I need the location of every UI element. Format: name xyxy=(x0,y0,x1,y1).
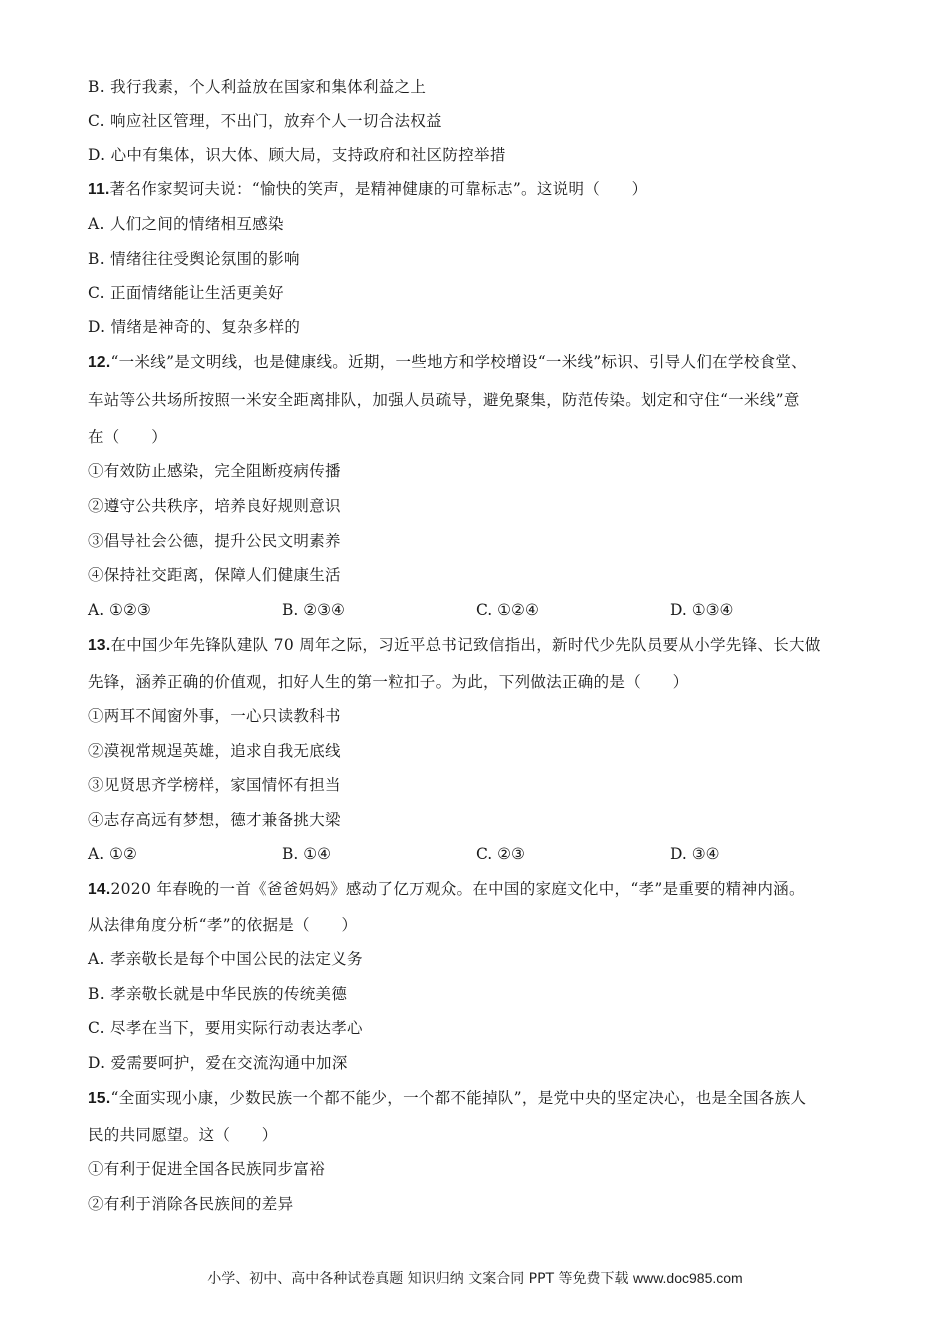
q13-statement-2: ②漠视常规逞英雄，追求自我无底线 xyxy=(88,742,341,760)
q12-option-a: A. ①②③ xyxy=(88,601,151,619)
q11-option-d: D. 情绪是神奇的、复杂多样的 xyxy=(88,318,301,336)
q10-option-d: D. 心中有集体，识大体、顾大局，支持政府和社区防控举措 xyxy=(88,146,506,164)
q12-option-d: D. ①③④ xyxy=(670,601,734,619)
q13-stem-line2: 先锋，涵养正确的价值观，扣好人生的第一粒扣子。为此，下列做法正确的是（ ） xyxy=(88,673,689,691)
q13-option-a: A. ①② xyxy=(88,845,137,863)
q13-statement-3: ③见贤思齐学榜样，家国情怀有担当 xyxy=(88,776,341,794)
q12-option-b: B. ②③④ xyxy=(282,601,345,619)
q14-stem-line2: 从法律角度分析“孝”的依据是（ ） xyxy=(88,916,358,934)
q11-option-a: A. 人们之间的情绪相互感染 xyxy=(88,215,284,233)
q13-statement-4: ④志存高远有梦想，德才兼备挑大梁 xyxy=(88,811,341,829)
q13-option-d: D. ③④ xyxy=(670,845,720,863)
q11-number: 11. xyxy=(88,181,110,198)
page-footer xyxy=(0,1268,950,1289)
q15-statement-2: ②有利于消除各民族间的差异 xyxy=(88,1195,294,1213)
q15-stem-line2: 民的共同愿望。这（ ） xyxy=(88,1126,278,1144)
q14-option-c: C. 尽孝在当下，要用实际行动表达孝心 xyxy=(88,1019,363,1037)
q11-option-c: C. 正面情绪能让生活更美好 xyxy=(88,284,284,302)
q14-stem-line1 xyxy=(88,878,805,901)
q14-option-b: B. 孝亲敬长就是中华民族的传统美德 xyxy=(88,985,348,1003)
q14-option-a: A. 孝亲敬长是每个中国公民的法定义务 xyxy=(88,950,363,968)
q12-stem-text1: “一米线”是文明线，也是健康线。近期，一些地方和学校增设“一米线”标识、引导人们在学校食堂、 xyxy=(110,353,807,371)
q12-number: 12. xyxy=(88,354,111,371)
q12-stem-line3: 在（ ） xyxy=(88,428,168,446)
q13-statement-1: ①两耳不闻窗外事，一心只读教科书 xyxy=(88,707,341,725)
footer-text: 小学、初中、高中各种试卷真题 知识归纳 文案合同 PPT 等免费下载 xyxy=(207,1271,633,1287)
q12-statement-4: ④保持社交距离，保障人们健康生活 xyxy=(88,566,341,584)
q12-stem-line1 xyxy=(88,351,807,374)
q13-stem-text1: 在中国少年先锋队建队 70 周年之际，习近平总书记致信指出，新时代少先队员要从小学先锋、长大做 xyxy=(110,636,821,654)
q10-option-c: C. 响应社区管理，不出门，放弃个人一切合法权益 xyxy=(88,112,442,130)
q12-statement-3: ③倡导社会公德，提升公民文明素养 xyxy=(88,532,341,550)
q13-number: 13. xyxy=(88,637,111,654)
q11-stem-text: 著名作家契诃夫说：“愉快的笑声，是精神健康的可靠标志”。这说明（ ） xyxy=(109,180,648,198)
q12-statement-1: ①有效防止感染，完全阻断疫病传播 xyxy=(88,462,341,480)
q14-stem-text1: 2020 年春晚的一首《爸爸妈妈》感动了亿万观众。在中国的家庭文化中，“孝”是重要的精神内涵。 xyxy=(110,880,805,898)
q12-option-c: C. ①②④ xyxy=(476,601,539,619)
q10-option-b: B. 我行我素，个人利益放在国家和集体利益之上 xyxy=(88,78,427,96)
q12-options-row xyxy=(88,599,868,621)
q11-option-b: B. 情绪往往受舆论氛围的影响 xyxy=(88,250,300,268)
q15-statement-1: ①有利于促进全国各民族同步富裕 xyxy=(88,1160,326,1178)
q12-stem-line2: 车站等公共场所按照一米安全距离排队，加强人员疏导，避免聚集，防范传染。划定和守住“一米线”意 xyxy=(88,391,800,409)
q15-stem-line1 xyxy=(88,1087,806,1110)
q14-option-d: D. 爱需要呵护，爱在交流沟通中加深 xyxy=(88,1054,348,1072)
q13-stem-line1 xyxy=(88,634,821,657)
q11-stem xyxy=(88,178,647,201)
q15-number: 15. xyxy=(88,1090,111,1107)
q12-statement-2: ②遵守公共秩序，培养良好规则意识 xyxy=(88,497,341,515)
q13-options-row xyxy=(88,843,868,865)
q14-number: 14. xyxy=(88,881,111,898)
q13-option-b: B. ①④ xyxy=(282,845,332,863)
footer-link[interactable]: www.doc985.com xyxy=(632,1270,743,1286)
q15-stem-text1: “全面实现小康，少数民族一个都不能少，一个都不能掉队”，是党中央的坚定决心，也是全国各族人 xyxy=(110,1089,807,1107)
q13-option-c: C. ②③ xyxy=(476,845,525,863)
